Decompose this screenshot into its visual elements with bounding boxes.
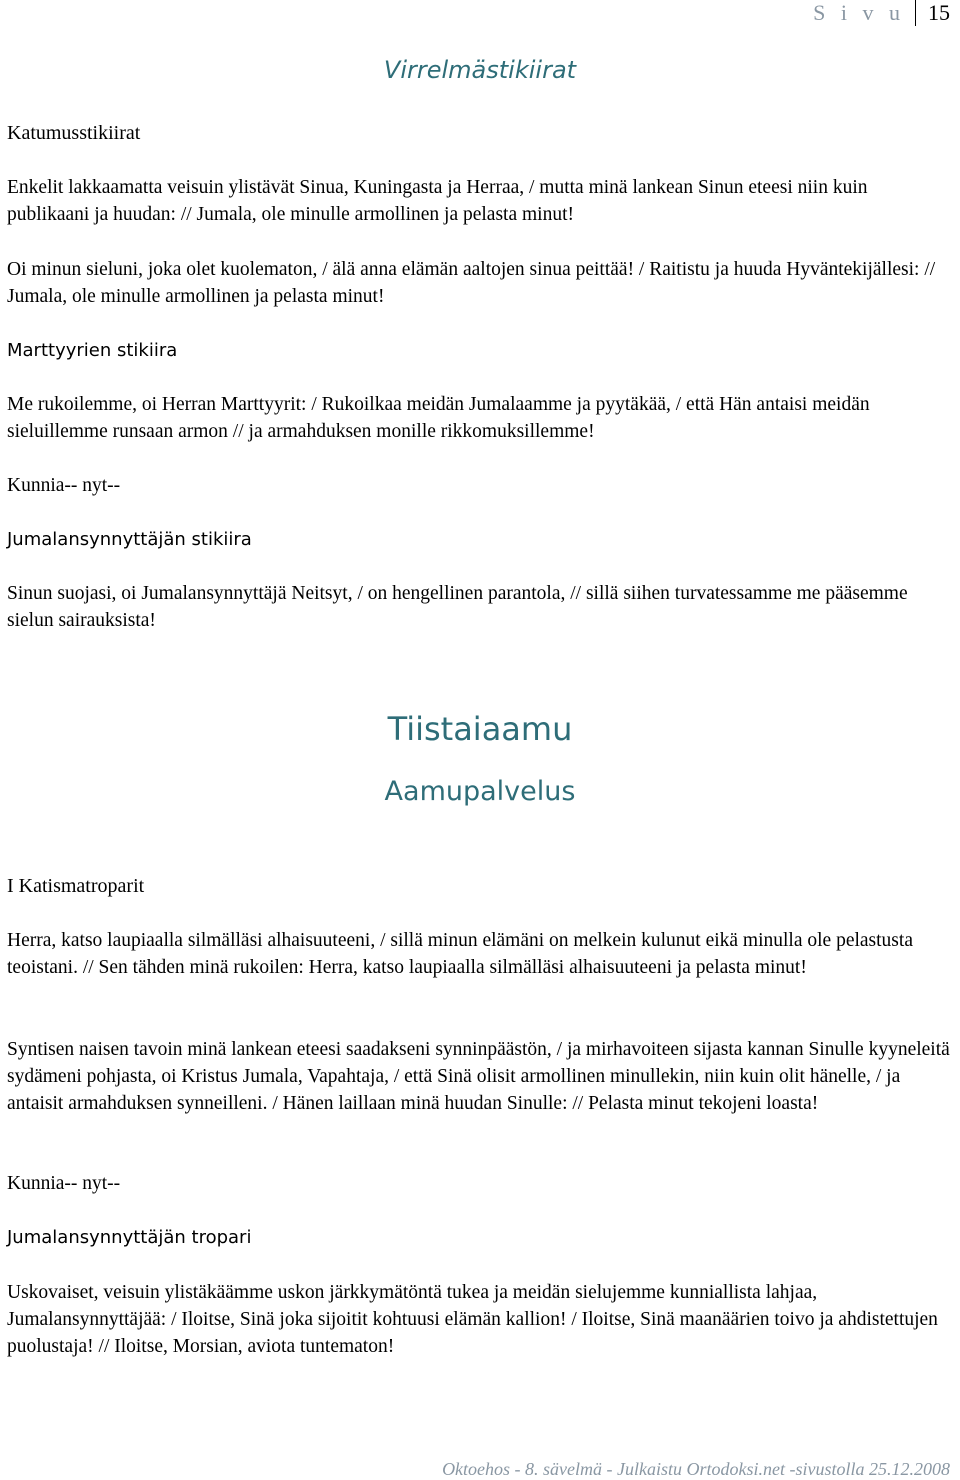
paragraph-katismatroparit-1: Herra, katso laupiaalla silmälläsi alhaisuuteeni, / sillä minun elämäni on melkein kulunut eikä minulla ole pelastusta teoistani. // Sen tähden minä rukoilen: Herra, katso laupiaalla silmälläsi alhaisuuteeni ja pelasta minut! bbox=[7, 930, 913, 978]
kunnia-line-1: Kunnia-- nyt-- bbox=[7, 475, 121, 496]
paragraph-jumalansynnyttajan-stikiira: Sinun suojasi, oi Jumalansynnyttäjä Neitsyt, / on hengellinen parantola, // sillä siihen turvatessamme me pääsemme sielun sairauksista! bbox=[7, 583, 908, 631]
kunnia-line-2: Kunnia-- nyt-- bbox=[7, 1173, 121, 1194]
paragraph-jumalansynnyttajan-tropari: Uskovaiset, veisuin ylistäkäämme uskon järkkymätöntä tukea ja meidän sielujemme kunniallista lahjaa, Jumalansynnyttäjää: / Iloitse, Sinä joka sijoitit kohtuusi elämän kallion! / Iloitse, Sinä maanäärien toivo ja ahdistettujen puolustaja! // Iloitse, Morsian, aviota tuntematon! bbox=[7, 1282, 938, 1357]
section-heading-marttyyrien: Marttyyrien stikiira bbox=[7, 340, 178, 361]
main-title: Virrelmästikiirat bbox=[383, 56, 577, 84]
paragraph-katumus-2: Oi minun sieluni, joka olet kuolematon, / älä anna elämän aaltojen sinua peittää! / Raitistu ja huuda Hyväntekijällesi: // Jumala, ole minulle armollinen ja pelasta minut! bbox=[7, 259, 936, 307]
page-number-divider bbox=[915, 0, 916, 26]
page-number bbox=[813, 0, 950, 26]
paragraph-marttyyrien-1: Me rukoilemme, oi Herran Marttyyrit: / Rukoilkaa meidän Jumalaamme ja pyytäkää, / että Hän antaisi meidän sieluillemme runsaan armon // ja armahduksen monille rikkomuksillemme! bbox=[7, 394, 870, 442]
section-heading-jumalansynnyttajan-tropari: Jumalansynnyttäjän tropari bbox=[7, 1227, 252, 1248]
page-number-value: 15 bbox=[928, 0, 950, 25]
page-footer: Oktoehos - 8. sävelmä - Julkaistu Ortodoksi.net -sivustolla 25.12.2008 bbox=[442, 1459, 950, 1479]
paragraph-katumus-1: Enkelit lakkaamatta veisuin ylistävät Sinua, Kuningasta ja Herraa, / mutta minä lankean Sinun eteesi niin kuin publikaani ja huudan: // Jumala, ole minulle armollinen ja pelasta minut! bbox=[7, 177, 868, 225]
section-heading-jumalansynnyttajan-stikiira: Jumalansynnyttäjän stikiira bbox=[7, 529, 252, 550]
section-heading-katismatroparit: I Katismatroparit bbox=[7, 875, 145, 897]
service-title: Aamupalvelus bbox=[384, 776, 576, 807]
day-title: Tiistaiaamu bbox=[387, 710, 573, 748]
page-label: S i v u bbox=[813, 0, 905, 25]
section-heading-katumus: Katumusstikiirat bbox=[7, 122, 141, 144]
paragraph-katismatroparit-2: Syntisen naisen tavoin minä lankean eteesi saadakseni synninpäästön, / ja mirhavoiteen sijasta kannan Sinulle kyyneleitä sydämeni pohjasta, oi Kristus Jumala, Vapahtaja, / että Sinä olisit armollinen minullekin, niin kuin olit hänelle, / ja antaisit armahduksen synneilleni. / Hänen laillaan minä huudan Sinulle: // Pelasta minut tekojeni loasta! bbox=[7, 1039, 950, 1114]
